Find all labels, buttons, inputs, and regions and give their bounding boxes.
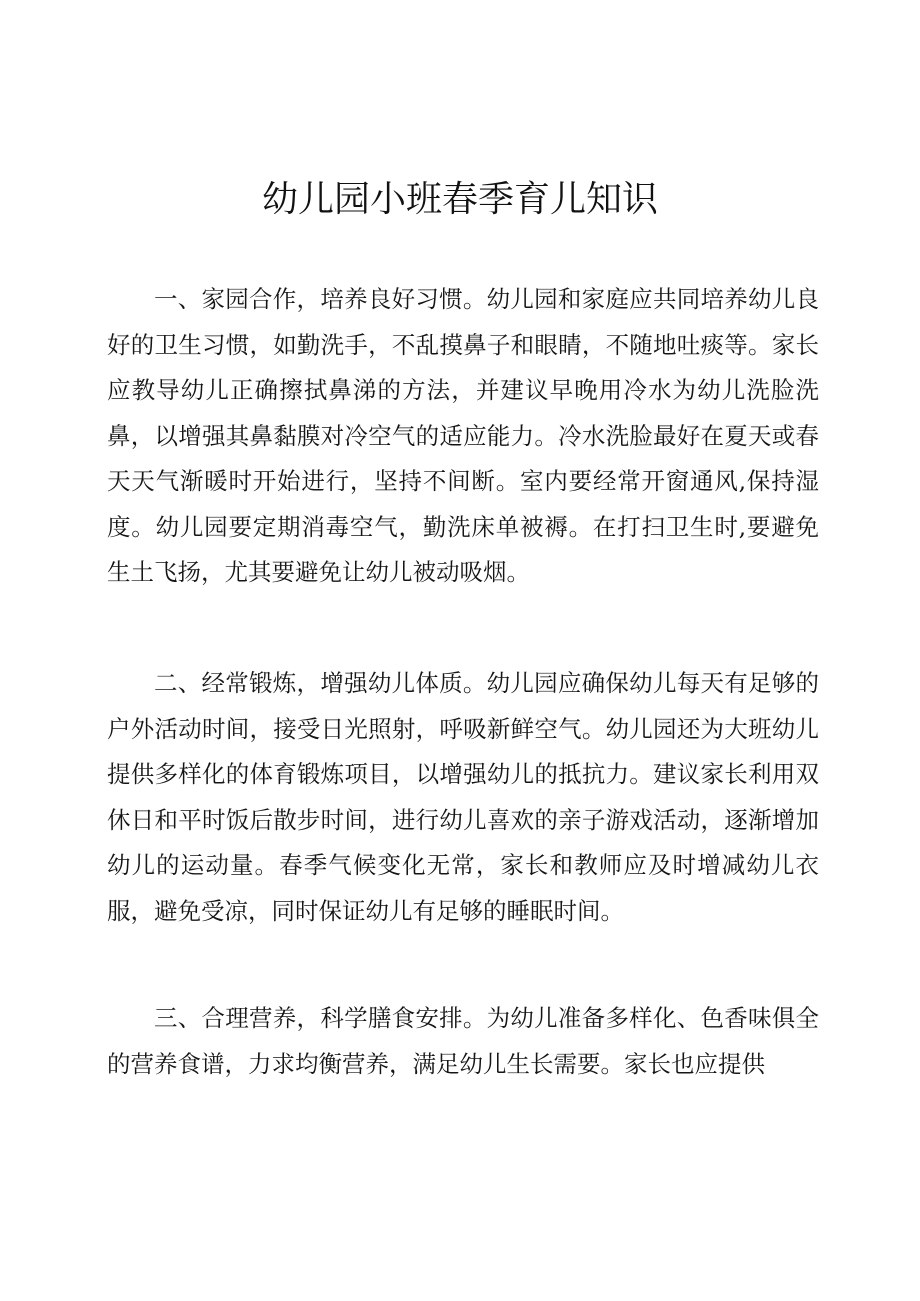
paragraph-3: 三、合理营养，科学膳食安排。为幼儿准备多样化、色香味俱全的营养食谱，力求均衡营养，满足幼儿生长需要。家长也应提供 [107,1004,819,1078]
document-title: 幼儿园小班春季育儿知识 [261,179,658,220]
paragraph-2: 二、经常锻炼，增强幼儿体质。幼儿园应确保幼儿每天有足够的户外活动时间，接受日光照射，呼吸新鲜空气。幼儿园还为大班幼儿提供多样化的体育锻炼项目，以增强幼儿的抵抗力。建议家长利用双休日和平时饭后散步时间，进行幼儿喜欢的亲子游戏活动，逐渐增加幼儿的运动量。春季气候变化无常，家长和教师应及时增减幼儿衣服，避免受凉，同时保证幼儿有足够的睡眠时间。 [107,669,819,925]
paragraph-1: 一、家园合作，培养良好习惯。幼儿园和家庭应共同培养幼儿良好的卫生习惯，如勤洗手，不乱摸鼻子和眼睛，不随地吐痰等。家长应教导幼儿正确擦拭鼻涕的方法，并建议早晚用冷水为幼儿洗脸洗鼻，以增强其鼻黏膜对冷空气的适应能力。冷水洗脸最好在夏天或春天天气渐暖时开始进行，坚持不间断。室内要经常开窗通风,保持湿度。幼儿园要定期消毒空气，勤洗床单被褥。在打扫卫生时,要避免生土飞扬，尤其要避免让幼儿被动吸烟。 [107,285,819,586]
